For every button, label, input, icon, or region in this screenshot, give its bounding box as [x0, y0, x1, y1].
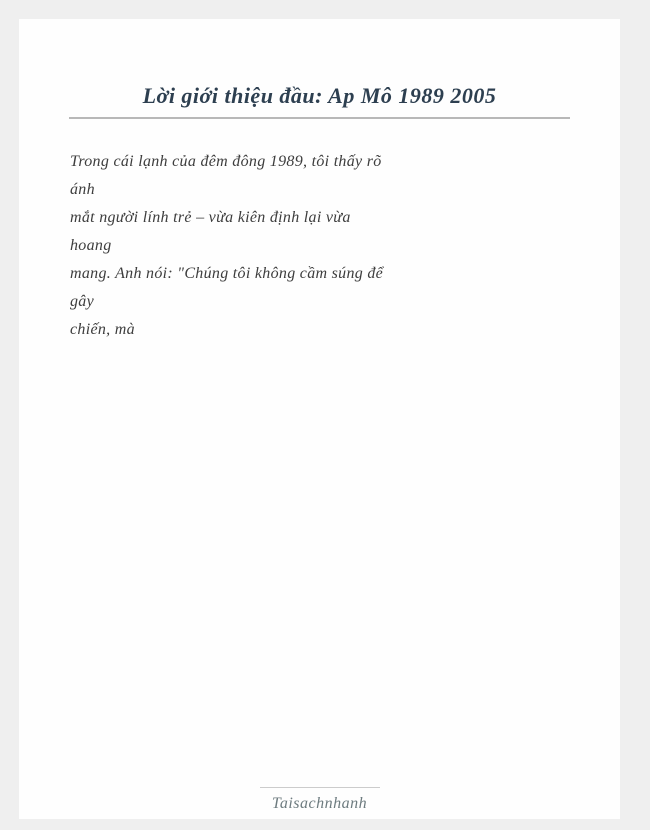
page-footer — [19, 787, 620, 813]
body-line: gây — [70, 293, 95, 310]
document-page — [19, 19, 620, 819]
body-line: chiến, mà — [70, 321, 135, 338]
body-line: Trong cái lạnh của đêm đông 1989, tôi thấy rõ — [70, 153, 382, 170]
body-line: mắt người lính trẻ – vừa kiên định lại vừa — [70, 209, 351, 226]
body-line: mang. Anh nói: "Chúng tôi không cầm súng để — [70, 265, 384, 282]
body-text-block — [70, 148, 580, 344]
title-divider — [69, 117, 570, 119]
footer-divider — [260, 787, 380, 788]
page-title: Lời giới thiệu đầu: Ap Mô 1989 2005 — [142, 83, 497, 108]
footer-brand-text: Taisachnhanh — [271, 795, 368, 812]
body-line: hoang — [70, 237, 112, 254]
body-line: ánh — [70, 181, 95, 198]
